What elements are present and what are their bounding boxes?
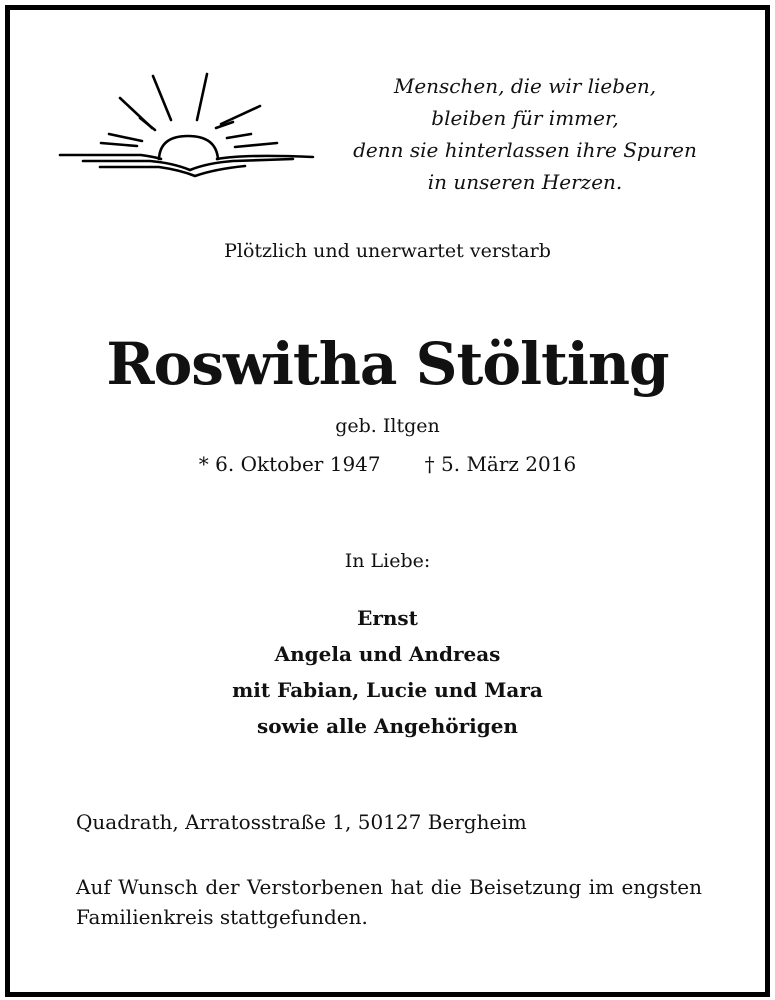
announcement-intro: Plötzlich und unerwartet verstarb [224,240,551,262]
mourner-line: Angela und Andreas [274,642,501,666]
mourner-line: mit Fabian, Lucie und Mara [232,678,543,702]
quote-line: bleiben für immer, [431,106,619,130]
quote-line: Menschen, die wir lieben, [393,74,657,98]
mourner-line: sowie alle Angehörigen [257,714,518,738]
maiden-name: geb. Iltgen [335,415,440,437]
memorial-quote [340,70,710,198]
in-love-line: In Liebe: [344,550,431,572]
funeral-note: Auf Wunsch der Verstorbenen hat die Beisetzung im engsten Familienkreis stattgefunden. [76,875,702,929]
quote-line: denn sie hinterlassen ihre Spuren [353,138,697,162]
deceased-name: Roswitha Stölting [106,330,669,398]
life-dates [0,452,775,476]
mourners-list [0,600,775,744]
quote-line: in unseren Herzen. [427,170,623,194]
death-date: † 5. März 2016 [424,452,577,476]
family-address: Quadrath, Arratosstraße 1, 50127 Bergheim [76,810,527,834]
mourner-line: Ernst [357,606,418,630]
rising-sun-icon [55,66,320,186]
birth-date: * 6. Oktober 1947 [198,452,381,476]
